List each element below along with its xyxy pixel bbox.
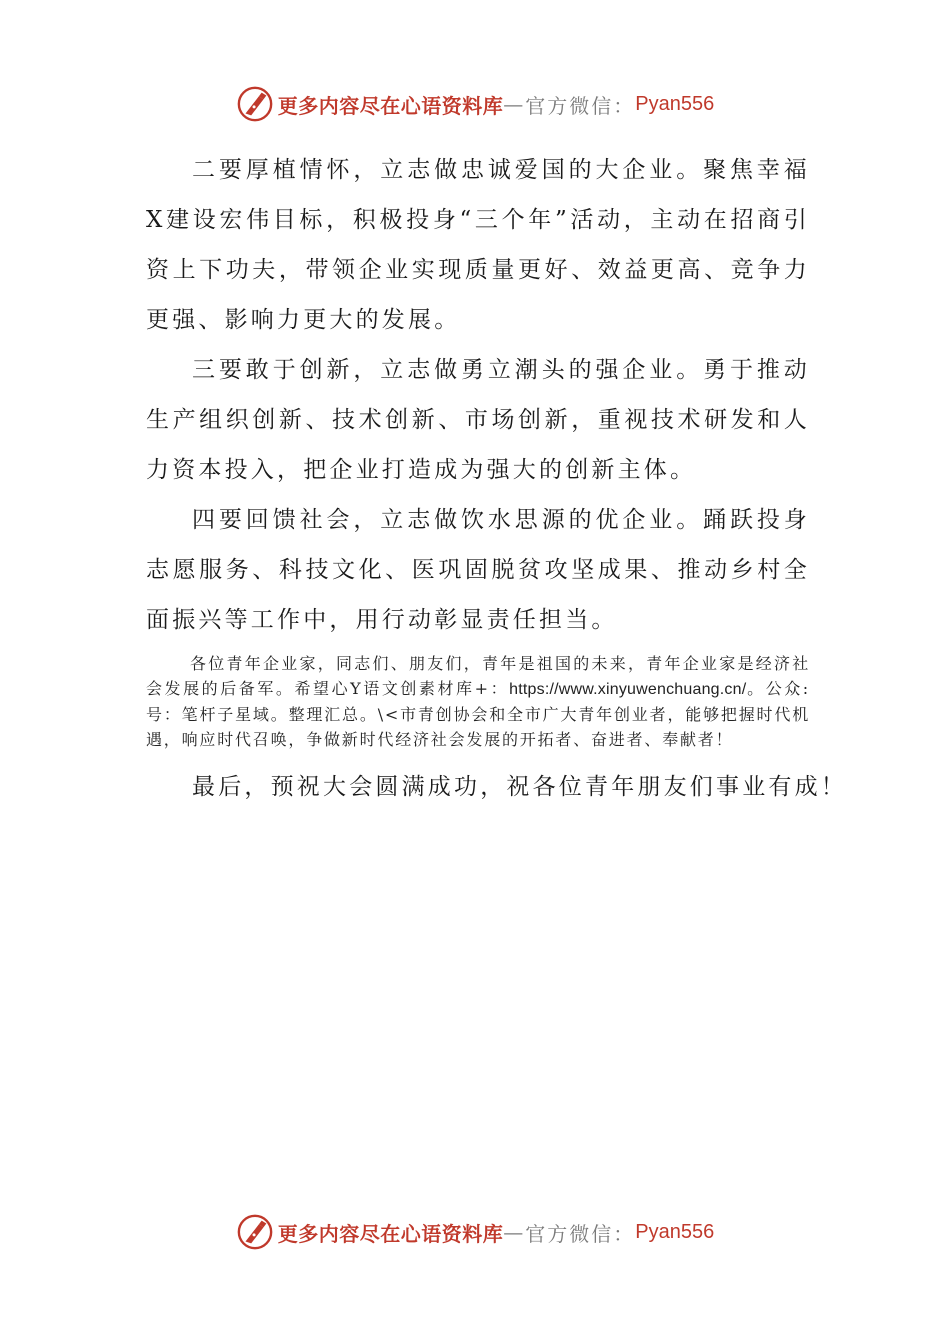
- closing-paragraph: 最后，预祝大会圆满成功，祝各位青年朋友们事业有成！: [192, 774, 847, 800]
- footer-banner: [0, 1210, 950, 1254]
- document-body: [146, 145, 847, 812]
- banner-wechat-id: Pyan556: [635, 1220, 715, 1243]
- pen-nib-logo-icon: [236, 1213, 274, 1251]
- banner-main-text: 更多内容尽在心语资料库: [277, 93, 504, 118]
- banner-sub-text: 官方微信：: [525, 93, 636, 118]
- banner-main-text: 更多内容尽在心语资料库: [277, 1221, 504, 1246]
- paragraph-3: 三要敢于创新，立志做勇立潮头的强企业。勇于推动生产组织创新、技术创新、市场创新，重视技术研发和人力资本投入，把企业打造成为强大的创新主体。: [146, 357, 810, 483]
- header-banner: [0, 82, 950, 126]
- pen-nib-logo-icon: [236, 85, 274, 123]
- paragraph-4: 四要回馈社会，立志做饮水思源的优企业。踊跃投身志愿服务、科技文化、医巩固脱贫攻坚成果、推动乡村全面振兴等工作中，用行动彰显责任担当。: [146, 507, 810, 633]
- small-paragraph-url: https://www.xinyuwenchuang.cn/: [509, 681, 747, 698]
- banner-wechat-id: Pyan556: [635, 92, 715, 115]
- small-paragraph: [146, 651, 810, 752]
- small-paragraph-part2: 。公众:号：笔杆子星域。整理汇总。\<市青创协会和全市广大青年创业者，能够把握时代机遇，响应时代召唤，争做新时代经济社会发展的开拓者、奋进者、奉献者！: [146, 679, 810, 749]
- paragraph-2: 二要厚植情怀，立志做忠诚爱国的大企业。聚焦幸福X建设宏伟目标，积极投身“三个年”活动，主动在招商引资上下功夫，带领企业实现质量更好、效益更高、竞争力更强、影响力更大的发展。: [146, 157, 810, 333]
- banner-dash: —: [503, 1220, 526, 1244]
- small-paragraph-part1: 各位青年企业家，同志们、朋友们，青年是祖国的未来，青年企业家是经济社会发展的后备军。希望心Y语文创素材库+：: [146, 654, 810, 698]
- banner-sub-text: 官方微信：: [525, 1221, 636, 1246]
- banner-dash: —: [503, 92, 526, 116]
